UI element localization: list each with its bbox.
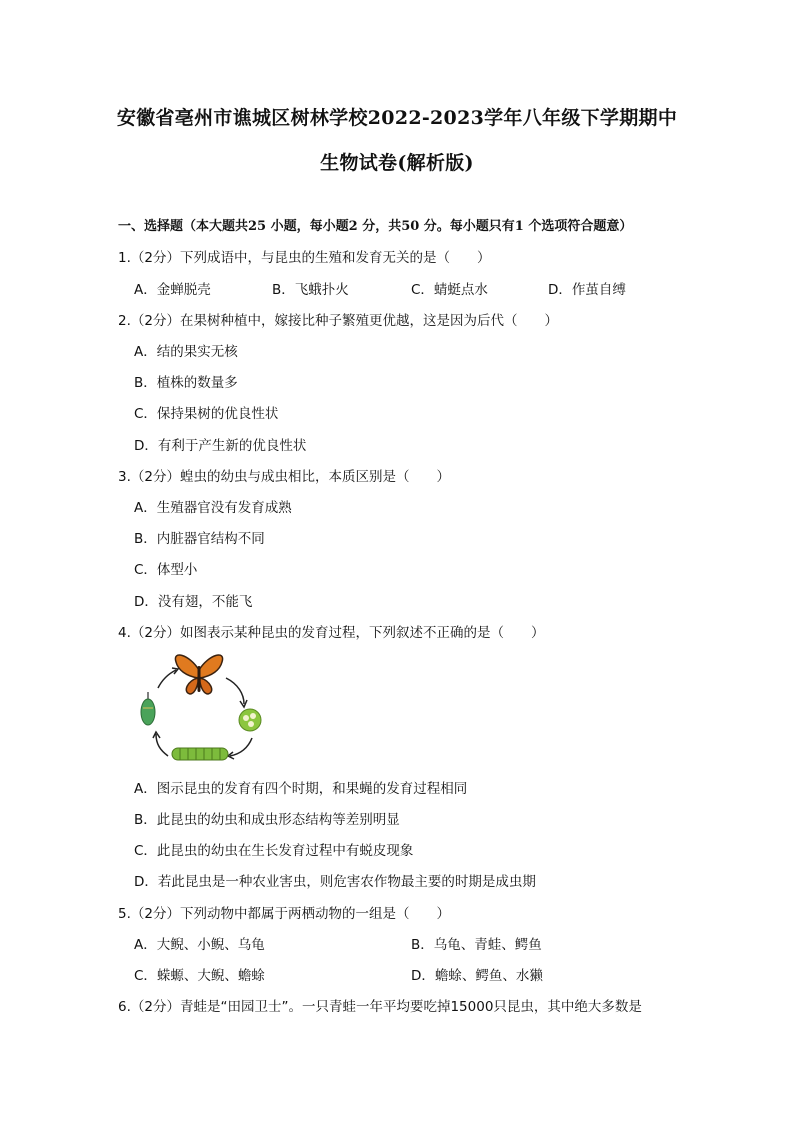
question-5-stem: 5.（2分）下列动物中都属于两栖动物的一组是（ ） [118, 906, 450, 922]
question-2-option-d: D．有利于产生新的优良性状 [134, 438, 307, 454]
question-3-stem: 3.（2分）蝗虫的幼虫与成虫相比，本质区别是（ ） [118, 469, 450, 485]
question-5-option-a: A．大鲵、小鲵、乌龟 [134, 937, 265, 953]
question-1-option-c: C．蜻蜓点水 [411, 282, 488, 298]
question-1-option-d: D．作茧自缚 [548, 282, 626, 298]
question-2-option-c: C．保持果树的优良性状 [134, 406, 279, 422]
question-1-option-a: A．金蝉脱壳 [134, 282, 211, 298]
section-heading: 一、选择题（本大题共25 小题，每小题2 分，共50 分。每小题只有1 个选项符合题意） [118, 219, 633, 234]
question-4-stem: 4.（2分）如图表示某种昆虫的发育过程，下列叙述不正确的是（ ） [118, 625, 545, 641]
caterpillar-larva-image [172, 748, 228, 760]
question-5-option-b: B．乌龟、青蛙、鳄鱼 [411, 937, 542, 953]
question-4-option-a: A．图示昆虫的发育有四个时期，和果蝇的发育过程相同 [134, 781, 468, 797]
question-5-option-c: C．蝾螈、大鲵、蟾蜍 [134, 968, 265, 984]
document-title-line-1: 安徽省亳州市谯城区树林学校2022-2023学年八年级下学期期中 [116, 107, 678, 129]
question-3-option-c: C．体型小 [134, 562, 198, 578]
question-2-option-b: B．植株的数量多 [134, 375, 238, 391]
question-3-option-b: B．内脏器官结构不同 [134, 531, 265, 547]
question-3-option-d: D．没有翅，不能飞 [134, 594, 253, 610]
question-4-option-c: C．此昆虫的幼虫在生长发育过程中有蜕皮现象 [134, 843, 414, 859]
question-2-stem: 2.（2分）在果树种植中，嫁接比种子繁殖更优越，这是因为后代（ ） [118, 313, 558, 329]
question-4-option-d: D．若此昆虫是一种农业害虫，则危害农作物最主要的时期是成虫期 [134, 874, 536, 890]
question-5-option-d: D．蟾蜍、鳄鱼、水獭 [411, 968, 543, 984]
pupa-chrysalis-image [141, 692, 155, 725]
question-4-option-b: B．此昆虫的幼虫和成虫形态结构等差别明显 [134, 812, 400, 828]
question-1-stem: 1.（2分）下列成语中，与昆虫的生殖和发育无关的是（ ） [118, 250, 491, 266]
question-3-option-a: A．生殖器官没有发育成熟 [134, 500, 292, 516]
question-2-option-a: A．结的果实无核 [134, 344, 238, 360]
document-title-line-2: 生物试卷(解析版) [320, 152, 474, 174]
egg-cluster-image [239, 709, 261, 731]
butterfly-adult-image [175, 655, 222, 694]
question-6-stem: 6.（2分）青蛙是“田园卫士”。一只青蛙一年平均要吃掉15000只昆虫，其中绝大多数是 [118, 999, 642, 1015]
question-1-option-b: B．飞蛾扑火 [272, 282, 349, 298]
insect-life-cycle-figure [134, 648, 264, 768]
